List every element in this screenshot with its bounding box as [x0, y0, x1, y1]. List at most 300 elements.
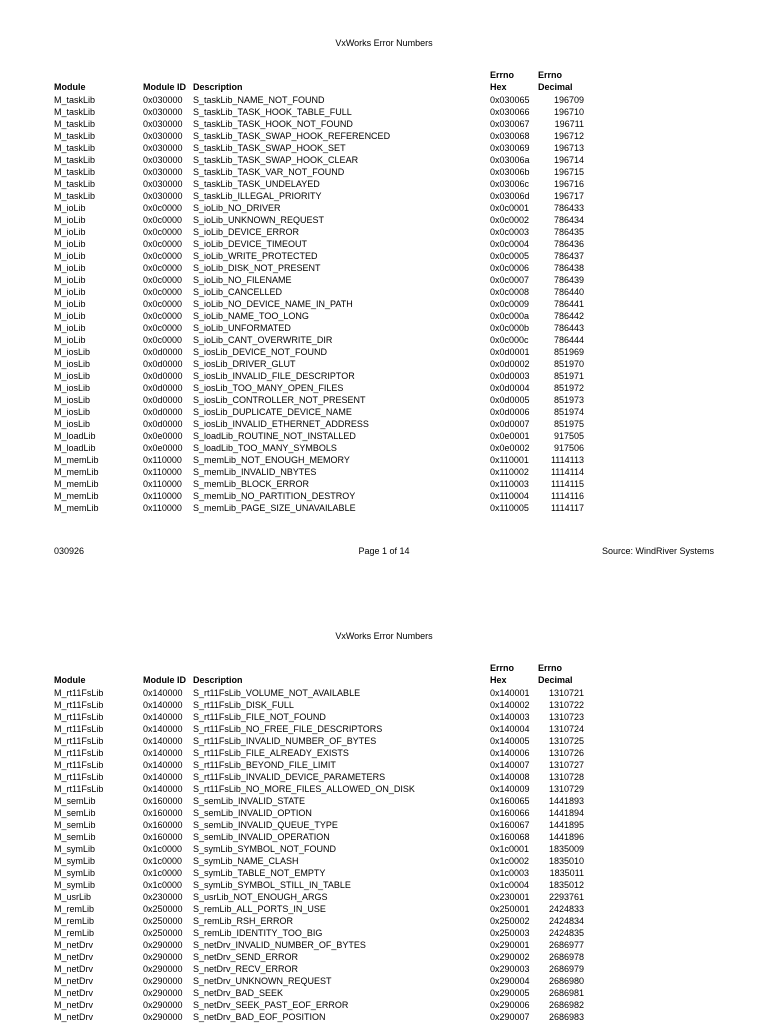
- cell-module: M_iosLib: [54, 419, 91, 429]
- cell-errno-decimal: 786443: [553, 323, 584, 333]
- header-module: Module: [54, 82, 86, 92]
- cell-description: S_rt11FsLib_FILE_ALREADY_EXISTS: [193, 748, 349, 758]
- cell-module: M_usrLib: [54, 892, 92, 902]
- cell-errno-hex: 0x03006d: [490, 191, 530, 201]
- cell-description: S_semLib_INVALID_STATE: [193, 796, 306, 806]
- cell-description: S_memLib_NOT_ENOUGH_MEMORY: [193, 455, 350, 465]
- table-row: [0, 807, 768, 819]
- cell-description: S_rt11FsLib_NO_MORE_FILES_ALLOWED_ON_DISK: [193, 784, 415, 794]
- cell-description: S_ioLib_NAME_TOO_LONG: [193, 311, 309, 321]
- cell-module-id: 0x0d0000: [143, 347, 183, 357]
- cell-errno-decimal: 786436: [553, 239, 584, 249]
- table-row: [0, 430, 768, 442]
- cell-errno-hex: 0x0c0003: [490, 227, 530, 237]
- header-module-id: Module ID: [143, 675, 186, 685]
- cell-description: S_taskLib_TASK_VAR_NOT_FOUND: [193, 167, 345, 177]
- table-row: [0, 226, 768, 238]
- cell-module-id: 0x0d0000: [143, 371, 183, 381]
- table-row: [0, 106, 768, 118]
- header-errno-hex-top: Errno: [490, 663, 515, 673]
- cell-errno-decimal: 851974: [553, 407, 584, 417]
- table-row: [0, 442, 768, 454]
- cell-description: S_iosLib_CONTROLLER_NOT_PRESENT: [193, 395, 366, 405]
- cell-errno-decimal: 1441896: [548, 832, 584, 842]
- cell-description: S_remLib_IDENTITY_TOO_BIG: [193, 928, 323, 938]
- cell-errno-hex: 0x0c000b: [490, 323, 530, 333]
- cell-module-id: 0x0d0000: [143, 395, 183, 405]
- cell-module: M_iosLib: [54, 395, 91, 405]
- cell-errno-hex: 0x290002: [490, 952, 530, 962]
- cell-errno-hex: 0x0c0008: [490, 287, 530, 297]
- cell-description: S_netDrv_INVALID_NUMBER_OF_BYTES: [193, 940, 366, 950]
- cell-errno-hex: 0x0c000a: [490, 311, 530, 321]
- cell-errno-decimal: 1441895: [548, 820, 584, 830]
- cell-module: M_rt11FsLib: [54, 712, 104, 722]
- table-row: [0, 94, 768, 106]
- cell-module: M_ioLib: [54, 227, 86, 237]
- cell-errno-decimal: 196714: [553, 155, 584, 165]
- table-row: [0, 771, 768, 783]
- cell-module: M_taskLib: [54, 131, 96, 141]
- table-row: [0, 999, 768, 1011]
- cell-errno-hex: 0x1c0004: [490, 880, 530, 890]
- cell-errno-decimal: 786438: [553, 263, 584, 273]
- cell-module-id: 0x290000: [143, 952, 183, 962]
- cell-errno-hex: 0x03006b: [490, 167, 530, 177]
- footer-date: 030926: [54, 546, 85, 556]
- cell-module-id: 0x140000: [143, 700, 183, 710]
- cell-description: S_usrLib_NOT_ENOUGH_ARGS: [193, 892, 328, 902]
- table-row: [0, 478, 768, 490]
- document-page-2: [0, 594, 768, 1024]
- table-row: [0, 723, 768, 735]
- cell-module-id: 0x0c0000: [143, 251, 183, 261]
- cell-errno-decimal: 786437: [553, 251, 584, 261]
- cell-module: M_iosLib: [54, 371, 91, 381]
- cell-errno-decimal: 2686981: [548, 988, 584, 998]
- cell-description: S_netDrv_RECV_ERROR: [193, 964, 299, 974]
- cell-errno-hex: 0x290003: [490, 964, 530, 974]
- cell-module: M_taskLib: [54, 155, 96, 165]
- cell-module-id: 0x290000: [143, 976, 183, 986]
- cell-module: M_taskLib: [54, 167, 96, 177]
- cell-errno-decimal: 196713: [553, 143, 584, 153]
- cell-module-id: 0x030000: [143, 191, 183, 201]
- cell-module-id: 0x140000: [143, 736, 183, 746]
- table-row: [0, 298, 768, 310]
- cell-description: S_taskLib_TASK_HOOK_NOT_FOUND: [193, 119, 353, 129]
- table-row: [0, 394, 768, 406]
- cell-description: S_symLib_SYMBOL_NOT_FOUND: [193, 844, 337, 854]
- cell-description: S_taskLib_TASK_SWAP_HOOK_REFERENCED: [193, 131, 391, 141]
- cell-errno-hex: 0x290005: [490, 988, 530, 998]
- cell-errno-hex: 0x250003: [490, 928, 530, 938]
- cell-module-id: 0x110000: [143, 467, 182, 477]
- cell-module-id: 0x290000: [143, 1000, 183, 1010]
- cell-errno-hex: 0x030065: [490, 95, 530, 105]
- cell-module-id: 0x0e0000: [143, 443, 183, 453]
- table-row: [0, 867, 768, 879]
- cell-errno-hex: 0x140004: [490, 724, 530, 734]
- table-row: [0, 178, 768, 190]
- cell-module: M_netDrv: [54, 976, 94, 986]
- header-errno-hex-top: Errno: [490, 70, 515, 80]
- cell-errno-decimal: 2686982: [548, 1000, 584, 1010]
- cell-module: M_memLib: [54, 503, 99, 513]
- footer-source: Source: WindRiver Systems: [601, 546, 714, 556]
- cell-module: M_symLib: [54, 856, 96, 866]
- cell-errno-decimal: 786440: [553, 287, 584, 297]
- table-row: [0, 687, 768, 699]
- cell-errno-hex: 0x140009: [490, 784, 530, 794]
- cell-module-id: 0x110000: [143, 455, 182, 465]
- cell-module-id: 0x1c0000: [143, 868, 183, 878]
- table-row: [0, 819, 768, 831]
- table-row: [0, 927, 768, 939]
- cell-description: S_ioLib_CANT_OVERWRITE_DIR: [193, 335, 333, 345]
- cell-description: S_netDrv_UNKNOWN_REQUEST: [193, 976, 332, 986]
- cell-module: M_netDrv: [54, 1012, 94, 1022]
- cell-module: M_remLib: [54, 916, 95, 926]
- cell-errno-hex: 0x030069: [490, 143, 530, 153]
- table-row: [0, 711, 768, 723]
- cell-module: M_ioLib: [54, 203, 86, 213]
- cell-module-id: 0x140000: [143, 784, 183, 794]
- cell-module-id: 0x030000: [143, 143, 183, 153]
- cell-errno-decimal: 1835010: [548, 856, 584, 866]
- cell-description: S_loadLib_TOO_MANY_SYMBOLS: [193, 443, 337, 453]
- cell-module-id: 0x030000: [143, 179, 183, 189]
- cell-errno-decimal: 2424833: [548, 904, 584, 914]
- cell-module-id: 0x0c0000: [143, 323, 183, 333]
- cell-module-id: 0x110000: [143, 503, 182, 513]
- cell-description: S_ioLib_UNFORMATED: [193, 323, 291, 333]
- cell-errno-decimal: 917506: [553, 443, 584, 453]
- cell-module: M_ioLib: [54, 335, 86, 345]
- cell-errno-hex: 0x0d0003: [490, 371, 530, 381]
- table-row: [0, 250, 768, 262]
- cell-module: M_taskLib: [54, 95, 96, 105]
- cell-errno-decimal: 786434: [553, 215, 584, 225]
- cell-module: M_remLib: [54, 928, 95, 938]
- table-row: [0, 735, 768, 747]
- cell-errno-hex: 0x250002: [490, 916, 530, 926]
- footer-page-number: Page 1 of 14: [358, 546, 410, 556]
- page-title: VxWorks Error Numbers: [335, 38, 433, 48]
- cell-description: S_taskLib_TASK_SWAP_HOOK_CLEAR: [193, 155, 359, 165]
- cell-errno-decimal: 1441893: [548, 796, 584, 806]
- cell-module: M_taskLib: [54, 179, 96, 189]
- table-row: [0, 502, 768, 514]
- cell-errno-decimal: 786442: [553, 311, 584, 321]
- cell-module: M_ioLib: [54, 299, 86, 309]
- table-row: [0, 466, 768, 478]
- cell-description: S_remLib_ALL_PORTS_IN_USE: [193, 904, 326, 914]
- header-description: Description: [193, 82, 243, 92]
- cell-module-id: 0x0c0000: [143, 299, 183, 309]
- cell-module-id: 0x160000: [143, 832, 183, 842]
- table-row: [0, 154, 768, 166]
- table-row: [0, 831, 768, 843]
- cell-errno-decimal: 196715: [553, 167, 584, 177]
- cell-description: S_remLib_RSH_ERROR: [193, 916, 294, 926]
- cell-module: M_taskLib: [54, 119, 96, 129]
- cell-module-id: 0x160000: [143, 820, 183, 830]
- cell-errno-hex: 0x110002: [490, 467, 529, 477]
- cell-errno-hex: 0x160065: [490, 796, 530, 806]
- cell-description: S_taskLib_TASK_UNDELAYED: [193, 179, 320, 189]
- cell-errno-hex: 0x290006: [490, 1000, 530, 1010]
- cell-description: S_symLib_SYMBOL_STILL_IN_TABLE: [193, 880, 351, 890]
- cell-description: S_ioLib_WRITE_PROTECTED: [193, 251, 318, 261]
- cell-errno-decimal: 851975: [553, 419, 584, 429]
- cell-errno-decimal: 851969: [553, 347, 584, 357]
- cell-module: M_loadLib: [54, 431, 96, 441]
- cell-module: M_iosLib: [54, 407, 91, 417]
- cell-module-id: 0x0c0000: [143, 335, 183, 345]
- cell-errno-hex: 0x03006a: [490, 155, 530, 165]
- table-row: [0, 214, 768, 226]
- table-row: [0, 879, 768, 891]
- cell-module: M_iosLib: [54, 383, 91, 393]
- cell-module-id: 0x0e0000: [143, 431, 183, 441]
- cell-description: S_rt11FsLib_INVALID_DEVICE_PARAMETERS: [193, 772, 386, 782]
- cell-module: M_semLib: [54, 820, 96, 830]
- cell-description: S_netDrv_SEEK_PAST_EOF_ERROR: [193, 1000, 349, 1010]
- table-row: [0, 699, 768, 711]
- cell-errno-hex: 0x0d0007: [490, 419, 530, 429]
- cell-module-id: 0x290000: [143, 1012, 183, 1022]
- cell-description: S_taskLib_ILLEGAL_PRIORITY: [193, 191, 322, 201]
- cell-errno-hex: 0x250001: [490, 904, 530, 914]
- cell-errno-hex: 0x110003: [490, 479, 529, 489]
- cell-module: M_rt11FsLib: [54, 772, 104, 782]
- cell-module-id: 0x0d0000: [143, 383, 183, 393]
- cell-module: M_memLib: [54, 455, 99, 465]
- cell-module: M_taskLib: [54, 191, 96, 201]
- cell-description: S_ioLib_DISK_NOT_PRESENT: [193, 263, 321, 273]
- cell-module-id: 0x140000: [143, 748, 183, 758]
- table-row: [0, 118, 768, 130]
- cell-errno-decimal: 1114115: [550, 479, 584, 489]
- cell-errno-hex: 0x140001: [490, 688, 530, 698]
- cell-description: S_rt11FsLib_NO_FREE_FILE_DESCRIPTORS: [193, 724, 383, 734]
- cell-module-id: 0x0d0000: [143, 359, 183, 369]
- table-row: [0, 262, 768, 274]
- cell-errno-decimal: 1114116: [550, 491, 584, 501]
- cell-module: M_rt11FsLib: [54, 700, 104, 710]
- cell-description: S_memLib_INVALID_NBYTES: [193, 467, 317, 477]
- error-table: [0, 94, 768, 514]
- table-row: [0, 951, 768, 963]
- cell-module: M_rt11FsLib: [54, 748, 104, 758]
- cell-errno-decimal: 1310723: [548, 712, 584, 722]
- cell-errno-decimal: 851971: [553, 371, 584, 381]
- cell-module: M_symLib: [54, 868, 96, 878]
- cell-errno-hex: 0x0c000c: [490, 335, 529, 345]
- cell-description: S_ioLib_DEVICE_ERROR: [193, 227, 300, 237]
- cell-description: S_netDrv_SEND_ERROR: [193, 952, 299, 962]
- cell-errno-decimal: 917505: [553, 431, 584, 441]
- table-row: [0, 130, 768, 142]
- cell-errno-hex: 0x0d0005: [490, 395, 530, 405]
- cell-module: M_memLib: [54, 479, 99, 489]
- cell-errno-hex: 0x0c0006: [490, 263, 530, 273]
- cell-errno-decimal: 1114114: [550, 467, 584, 477]
- cell-errno-decimal: 786433: [553, 203, 584, 213]
- cell-module-id: 0x0c0000: [143, 263, 183, 273]
- cell-description: S_netDrv_BAD_EOF_POSITION: [193, 1012, 326, 1022]
- cell-module-id: 0x290000: [143, 964, 183, 974]
- cell-module: M_semLib: [54, 808, 96, 818]
- table-row: [0, 795, 768, 807]
- cell-module: M_rt11FsLib: [54, 688, 104, 698]
- cell-description: S_iosLib_INVALID_ETHERNET_ADDRESS: [193, 419, 369, 429]
- table-row: [0, 310, 768, 322]
- cell-errno-decimal: 2293761: [548, 892, 584, 902]
- cell-module-id: 0x0d0000: [143, 419, 183, 429]
- header-errno-dec-top: Errno: [538, 70, 563, 80]
- cell-description: S_memLib_BLOCK_ERROR: [193, 479, 310, 489]
- cell-description: S_rt11FsLib_VOLUME_NOT_AVAILABLE: [193, 688, 361, 698]
- cell-errno-hex: 0x030068: [490, 131, 530, 141]
- cell-module-id: 0x230000: [143, 892, 183, 902]
- cell-errno-decimal: 1114117: [550, 503, 584, 513]
- cell-errno-hex: 0x0d0002: [490, 359, 530, 369]
- table-row: [0, 382, 768, 394]
- cell-module: M_loadLib: [54, 443, 96, 453]
- cell-errno-decimal: 196710: [553, 107, 584, 117]
- table-row: [0, 939, 768, 951]
- cell-description: S_semLib_INVALID_OPERATION: [193, 832, 330, 842]
- cell-module: M_ioLib: [54, 323, 86, 333]
- cell-errno-decimal: 1441894: [548, 808, 584, 818]
- cell-errno-hex: 0x0c0005: [490, 251, 530, 261]
- cell-module-id: 0x140000: [143, 712, 183, 722]
- table-row: [0, 987, 768, 999]
- cell-description: S_iosLib_DRIVER_GLUT: [193, 359, 296, 369]
- cell-description: S_loadLib_ROUTINE_NOT_INSTALLED: [193, 431, 356, 441]
- cell-errno-hex: 0x140003: [490, 712, 530, 722]
- page-title: VxWorks Error Numbers: [335, 631, 433, 641]
- cell-errno-decimal: 1310729: [548, 784, 584, 794]
- cell-module: M_rt11FsLib: [54, 724, 104, 734]
- cell-module-id: 0x250000: [143, 928, 183, 938]
- cell-errno-hex: 0x110004: [490, 491, 529, 501]
- cell-module-id: 0x140000: [143, 724, 183, 734]
- cell-description: S_netDrv_BAD_SEEK: [193, 988, 284, 998]
- cell-module-id: 0x0c0000: [143, 227, 183, 237]
- table-row: [0, 190, 768, 202]
- cell-description: S_semLib_INVALID_QUEUE_TYPE: [193, 820, 338, 830]
- table-row: [0, 903, 768, 915]
- cell-description: S_taskLib_TASK_SWAP_HOOK_SET: [193, 143, 346, 153]
- cell-description: S_taskLib_NAME_NOT_FOUND: [193, 95, 325, 105]
- cell-module: M_netDrv: [54, 964, 94, 974]
- cell-module: M_semLib: [54, 832, 96, 842]
- cell-errno-hex: 0x03006c: [490, 179, 530, 189]
- cell-errno-hex: 0x160066: [490, 808, 530, 818]
- cell-module: M_ioLib: [54, 275, 86, 285]
- cell-errno-decimal: 786444: [553, 335, 584, 345]
- cell-errno-hex: 0x030067: [490, 119, 530, 129]
- cell-description: S_rt11FsLib_FILE_NOT_FOUND: [193, 712, 326, 722]
- table-row: [0, 759, 768, 771]
- cell-errno-hex: 0x110005: [490, 503, 529, 513]
- cell-errno-decimal: 196717: [553, 191, 584, 201]
- cell-module: M_taskLib: [54, 107, 96, 117]
- table-row: [0, 783, 768, 795]
- cell-errno-hex: 0x0c0007: [490, 275, 530, 285]
- cell-module-id: 0x160000: [143, 808, 183, 818]
- table-row: [0, 334, 768, 346]
- cell-errno-hex: 0x110001: [490, 455, 529, 465]
- cell-module-id: 0x250000: [143, 916, 183, 926]
- cell-module-id: 0x0c0000: [143, 287, 183, 297]
- cell-description: S_iosLib_TOO_MANY_OPEN_FILES: [193, 383, 344, 393]
- header-errno-dec-bottom: Decimal: [538, 82, 573, 92]
- cell-errno-hex: 0x140002: [490, 700, 530, 710]
- cell-module-id: 0x1c0000: [143, 880, 183, 890]
- table-row: [0, 370, 768, 382]
- cell-errno-hex: 0x030066: [490, 107, 530, 117]
- cell-module: M_iosLib: [54, 359, 91, 369]
- cell-module-id: 0x1c0000: [143, 844, 183, 854]
- cell-module-id: 0x1c0000: [143, 856, 183, 866]
- cell-module: M_symLib: [54, 880, 96, 890]
- cell-description: S_iosLib_INVALID_FILE_DESCRIPTOR: [193, 371, 355, 381]
- table-row: [0, 418, 768, 430]
- table-row: [0, 891, 768, 903]
- cell-errno-hex: 0x140005: [490, 736, 530, 746]
- cell-errno-decimal: 196712: [553, 131, 584, 141]
- cell-errno-decimal: 1310728: [548, 772, 584, 782]
- cell-errno-decimal: 196709: [553, 95, 584, 105]
- cell-module-id: 0x0c0000: [143, 215, 183, 225]
- table-row: [0, 1011, 768, 1023]
- table-row: [0, 322, 768, 334]
- cell-module: M_netDrv: [54, 1000, 94, 1010]
- cell-module: M_netDrv: [54, 988, 94, 998]
- cell-errno-hex: 0x1c0001: [490, 844, 530, 854]
- cell-errno-hex: 0x160067: [490, 820, 530, 830]
- cell-errno-hex: 0x0e0002: [490, 443, 530, 453]
- cell-errno-decimal: 1310726: [548, 748, 584, 758]
- table-row: [0, 963, 768, 975]
- cell-description: S_symLib_TABLE_NOT_EMPTY: [193, 868, 326, 878]
- table-row: [0, 202, 768, 214]
- cell-errno-decimal: 2424834: [548, 916, 584, 926]
- cell-errno-hex: 0x0c0009: [490, 299, 530, 309]
- cell-module-id: 0x030000: [143, 155, 183, 165]
- table-row: [0, 843, 768, 855]
- cell-description: S_ioLib_UNKNOWN_REQUEST: [193, 215, 325, 225]
- cell-errno-hex: 0x0c0004: [490, 239, 530, 249]
- cell-errno-decimal: 851973: [553, 395, 584, 405]
- cell-errno-hex: 0x0d0006: [490, 407, 530, 417]
- cell-module-id: 0x0c0000: [143, 239, 183, 249]
- cell-errno-decimal: 851970: [553, 359, 584, 369]
- table-row: [0, 274, 768, 286]
- cell-errno-decimal: 1114113: [550, 455, 584, 465]
- table-row: [0, 454, 768, 466]
- cell-errno-hex: 0x290004: [490, 976, 530, 986]
- cell-module-id: 0x140000: [143, 772, 183, 782]
- cell-errno-hex: 0x230001: [490, 892, 530, 902]
- cell-errno-hex: 0x290007: [490, 1012, 530, 1022]
- cell-module-id: 0x0d0000: [143, 407, 183, 417]
- cell-errno-decimal: 1835011: [549, 868, 584, 878]
